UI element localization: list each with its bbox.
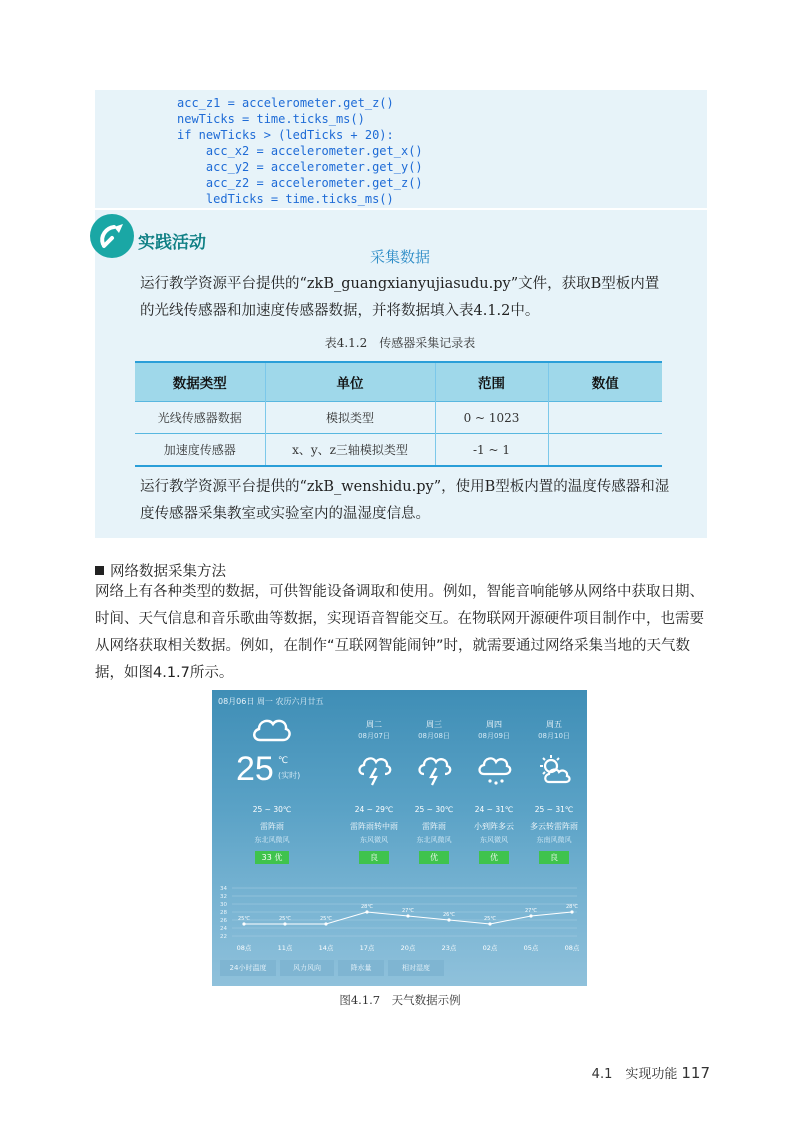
x-tick-label: 20点 bbox=[400, 944, 416, 952]
thunder-rain-icon bbox=[415, 752, 453, 788]
forecast-date: 08月09日 bbox=[478, 732, 510, 740]
x-tick-label: 08点 bbox=[236, 944, 252, 952]
forecast-aqi-badge: 良 bbox=[359, 851, 389, 864]
temperature-point-label: 27℃ bbox=[402, 908, 414, 914]
today-temperature-unit: ℃ bbox=[278, 756, 289, 766]
today-range: 25 ~ 30℃ bbox=[252, 805, 292, 814]
temperature-point-label: 25℃ bbox=[238, 916, 250, 922]
table-cell bbox=[548, 434, 662, 467]
forecast-day-name: 周五 bbox=[546, 720, 562, 729]
temperature-point bbox=[570, 910, 573, 913]
y-tick-label: 34 bbox=[220, 886, 227, 892]
y-tick-label: 30 bbox=[220, 902, 227, 908]
forecast-aqi-badge: 优 bbox=[419, 851, 449, 864]
footer-section: 4.1 实现功能 bbox=[591, 1067, 678, 1082]
table-header-cell: 数值 bbox=[548, 362, 662, 402]
weather-tab[interactable]: 降水量 bbox=[338, 960, 384, 976]
forecast-aqi-badge: 良 bbox=[539, 851, 569, 864]
y-tick-label: 28 bbox=[220, 910, 227, 916]
forecast-range: 24 ~ 29℃ bbox=[354, 805, 394, 814]
forecast-wind: 东风微风 bbox=[480, 836, 508, 844]
forecast-range: 25 ~ 30℃ bbox=[414, 805, 454, 814]
forecast-day-name: 周四 bbox=[486, 720, 502, 729]
forecast-wind: 东南风微风 bbox=[536, 836, 572, 844]
table-header-row bbox=[135, 362, 662, 402]
forecast-range: 25 ~ 31℃ bbox=[534, 805, 574, 814]
temperature-point bbox=[283, 922, 286, 925]
y-tick-label: 24 bbox=[220, 926, 227, 932]
table-row bbox=[135, 434, 662, 467]
today-condition: 雷阵雨 bbox=[260, 822, 284, 831]
temperature-point-label: 25℃ bbox=[484, 916, 496, 922]
temperature-point bbox=[324, 922, 327, 925]
forecast-date: 08月10日 bbox=[538, 732, 570, 740]
hourly-temperature-chart bbox=[212, 878, 587, 958]
table-cell: -1 ~ 1 bbox=[435, 434, 548, 467]
practice-paragraph-1: 运行教学资源平台提供的“zkB_guangxianyujiasudu.py”文件，获取B型板内置的光线传感器和加速度传感器数据，并将数据填入表4.1.2中。 bbox=[140, 276, 660, 319]
code-line: acc_y2 = accelerometer.get_y() bbox=[177, 160, 423, 174]
temperature-point-label: 28℃ bbox=[361, 904, 373, 910]
forecast-day-name: 周三 bbox=[426, 720, 442, 729]
page-footer bbox=[560, 1063, 710, 1082]
table-header-cell: 单位 bbox=[265, 362, 435, 402]
section-body: 网络上有各种类型的数据，可供智能设备调取和使用。例如，智能音响能够从网络中获取日期、时间、天气信息和音乐歌曲等数据，实现语音智能交互。在物联网开源硬件项目制作中，也需要从网络获取相关数据。例如，在制作“互联网智能闹钟”时，就需要通过网络采集当地的天气数据，如图4.1.7所示。 bbox=[95, 584, 704, 681]
table-cell: 模拟类型 bbox=[265, 402, 435, 434]
forecast-date: 08月07日 bbox=[358, 732, 390, 740]
table-body bbox=[135, 402, 662, 467]
table-header-cell: 数据类型 bbox=[135, 362, 265, 402]
forecast-condition: 雷阵雨转中雨 bbox=[350, 822, 398, 831]
forecast-date: 08月08日 bbox=[418, 732, 450, 740]
temperature-point bbox=[365, 910, 368, 913]
y-tick-label: 32 bbox=[220, 894, 227, 900]
practice-paragraph-2: 运行教学资源平台提供的“zkB_wenshidu.py”，使用B型板内置的温度传感器和湿度传感器采集教室或实验室内的温湿度信息。 bbox=[140, 479, 670, 522]
code-line: newTicks = time.ticks_ms() bbox=[177, 112, 365, 126]
forecast-wind: 东风微风 bbox=[360, 836, 388, 844]
code-line: acc_z1 = accelerometer.get_z() bbox=[177, 96, 394, 110]
x-tick-label: 02点 bbox=[482, 944, 498, 952]
temperature-point-label: 28℃ bbox=[566, 904, 578, 910]
forecast-aqi-badge: 优 bbox=[479, 851, 509, 864]
code-line: acc_z2 = accelerometer.get_z() bbox=[177, 176, 423, 190]
temperature-point-label: 25℃ bbox=[279, 916, 291, 922]
thunder-rain-icon bbox=[355, 752, 393, 788]
today-realtime-label: (实时) bbox=[278, 771, 301, 780]
today-temperature: 25 bbox=[236, 750, 274, 788]
table-cell: 0 ~ 1023 bbox=[435, 402, 548, 434]
sensor-record-table bbox=[135, 361, 662, 467]
temperature-point bbox=[447, 918, 450, 921]
figure-caption: 图4.1.7 天气数据示例 bbox=[339, 993, 461, 1007]
forecast-range: 24 ~ 31℃ bbox=[474, 805, 514, 814]
x-tick-label: 23点 bbox=[441, 944, 457, 952]
x-tick-label: 11点 bbox=[277, 944, 293, 952]
temperature-point bbox=[406, 914, 409, 917]
y-tick-label: 26 bbox=[220, 918, 227, 924]
temperature-point-label: 26℃ bbox=[443, 912, 455, 918]
forecast-condition: 小到阵多云 bbox=[474, 822, 514, 831]
code-line: if newTicks > (ledTicks + 20): bbox=[177, 128, 394, 142]
cloud-icon bbox=[250, 712, 292, 746]
sun-cloud-icon bbox=[535, 752, 573, 788]
code-line: ledTicks = time.ticks_ms() bbox=[177, 192, 394, 206]
weather-tab[interactable]: 风力风向 bbox=[280, 960, 334, 976]
table-cell: 加速度传感器 bbox=[135, 434, 265, 467]
forecast-wind: 东北风微风 bbox=[416, 836, 452, 844]
weather-date: 08月06日 周一 农历六月廿五 bbox=[218, 697, 324, 706]
y-tick-label: 22 bbox=[220, 934, 227, 940]
code-line: acc_x2 = accelerometer.get_x() bbox=[177, 144, 423, 158]
table-cell bbox=[548, 402, 662, 434]
forecast-day-name: 周二 bbox=[366, 720, 382, 729]
table-row bbox=[135, 402, 662, 434]
forecast-condition: 雷阵雨 bbox=[422, 822, 446, 831]
practice-title: 采集数据 bbox=[369, 248, 430, 266]
temperature-point bbox=[242, 922, 245, 925]
table-header-cell: 范围 bbox=[435, 362, 548, 402]
temperature-point-label: 27℃ bbox=[525, 908, 537, 914]
x-tick-label: 08点 bbox=[564, 944, 580, 952]
section-heading bbox=[95, 560, 226, 581]
forecast-condition: 多云转雷阵雨 bbox=[530, 822, 578, 831]
temperature-point-label: 25℃ bbox=[320, 916, 332, 922]
table-caption: 表4.1.2 传感器采集记录表 bbox=[324, 336, 476, 350]
x-tick-label: 14点 bbox=[318, 944, 334, 952]
weather-tab[interactable]: 24小时温度 bbox=[220, 960, 276, 976]
x-tick-label: 17点 bbox=[359, 944, 375, 952]
today-aqi-badge: 33 优 bbox=[255, 851, 289, 864]
section-heading-text: 网络数据采集方法 bbox=[110, 564, 226, 580]
weather-figure bbox=[212, 690, 587, 986]
table-cell: 光线传感器数据 bbox=[135, 402, 265, 434]
table-cell: x、y、z三轴模拟类型 bbox=[265, 434, 435, 467]
bullet-square-icon bbox=[95, 566, 104, 575]
today-wind: 东北风微风 bbox=[254, 836, 290, 844]
temperature-point bbox=[488, 922, 491, 925]
weather-tab[interactable]: 相对湿度 bbox=[388, 960, 444, 976]
page-number: 117 bbox=[681, 1064, 710, 1082]
practice-badge-label: 实践活动 bbox=[138, 233, 206, 253]
x-tick-label: 05点 bbox=[523, 944, 539, 952]
temperature-point bbox=[529, 914, 532, 917]
rain-cloud-icon bbox=[475, 752, 513, 788]
